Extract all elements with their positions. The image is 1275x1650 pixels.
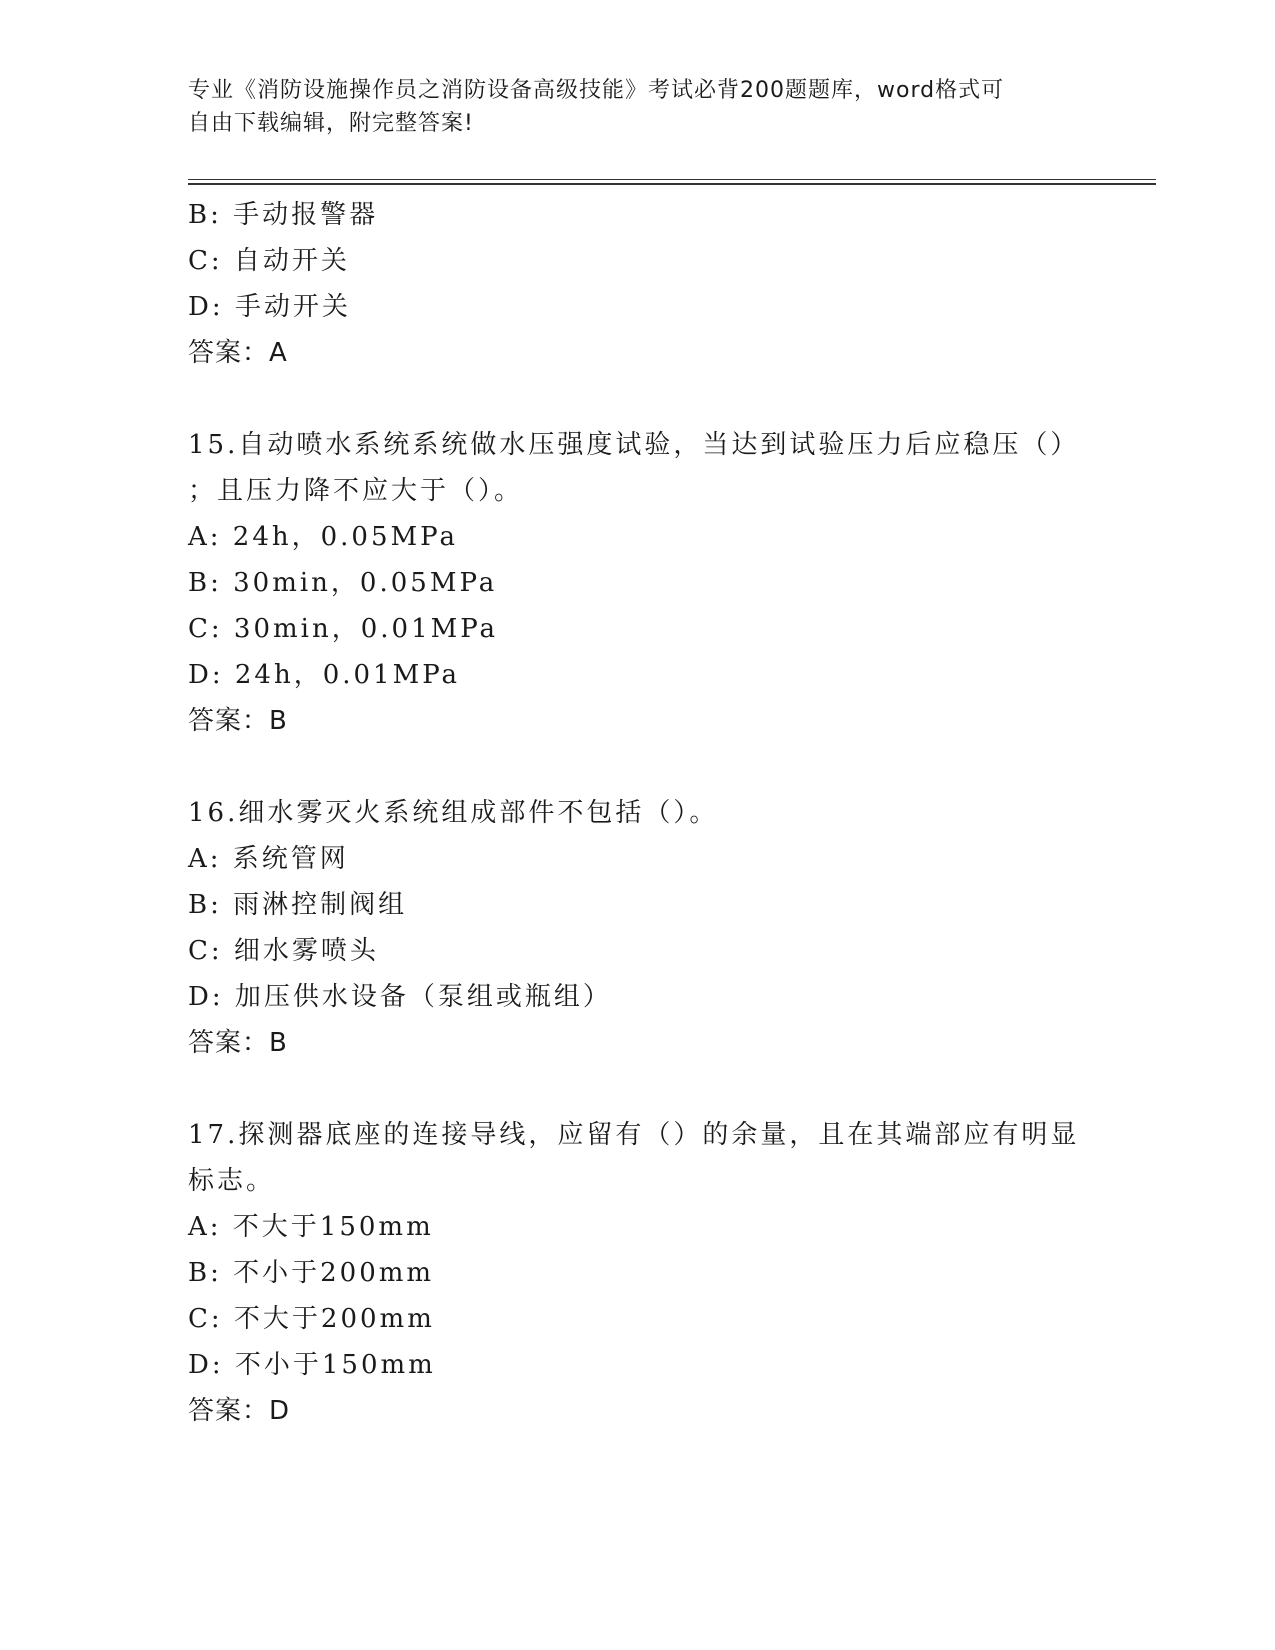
question-list [188, 192, 1088, 1434]
option-d: D: 手动开关 [188, 292, 351, 322]
option-d: D: 不小于150mm [188, 1350, 436, 1380]
option-b: B: 雨淋控制阀组 [188, 890, 408, 920]
option-b: B: 手动报警器 [188, 200, 379, 230]
question-spacer [188, 1066, 1088, 1112]
question-stem-line-1: 17.探测器底座的连接导线，应留有（）的余量，且在其端部应有明显 [188, 1120, 1080, 1150]
answer-label: 答案：B [188, 1028, 288, 1058]
header-divider-thin [188, 179, 1156, 180]
question-17 [188, 1112, 1088, 1434]
option-d: D: 加压供水设备（泵组或瓶组） [188, 982, 612, 1012]
option-c: C: 自动开关 [188, 246, 350, 276]
answer-label: 答案：B [188, 706, 288, 736]
option-a: A: 不大于150mm [188, 1212, 434, 1242]
document-header [188, 74, 1068, 140]
header-title-line-2: 自由下载编辑，附完整答案! [188, 111, 474, 136]
header-divider-thick [188, 183, 1156, 185]
option-b: B: 30min，0.05MPa [188, 568, 498, 598]
question-spacer [188, 376, 1088, 422]
option-a: A: 系统管网 [188, 844, 349, 874]
option-a: A: 24h，0.05MPa [188, 522, 458, 552]
question-16 [188, 790, 1088, 1066]
option-d: D: 24h，0.01MPa [188, 660, 461, 690]
question-stem-line-1: 15.自动喷水系统系统做水压强度试验，当达到试验压力后应稳压（） [188, 430, 1080, 460]
question-stem-line-2: 标志。 [188, 1166, 276, 1196]
answer-label: 答案：A [188, 338, 288, 368]
option-c: C: 细水雾喷头 [188, 936, 379, 966]
question-stem-line-1: 16.细水雾灭火系统组成部件不包括（）。 [188, 798, 719, 828]
option-c: C: 不大于200mm [188, 1304, 435, 1334]
option-b: B: 不小于200mm [188, 1258, 435, 1288]
question-14-tail [188, 192, 1088, 376]
question-15 [188, 422, 1088, 744]
question-stem-line-2: ；且压力降不应大于（）。 [188, 476, 524, 506]
question-spacer [188, 744, 1088, 790]
header-title-line-1: 专业《消防设施操作员之消防设备高级技能》考试必背200题题库，word格式可 [188, 78, 1005, 103]
answer-label: 答案：D [188, 1396, 291, 1426]
option-c: C: 30min，0.01MPa [188, 614, 499, 644]
